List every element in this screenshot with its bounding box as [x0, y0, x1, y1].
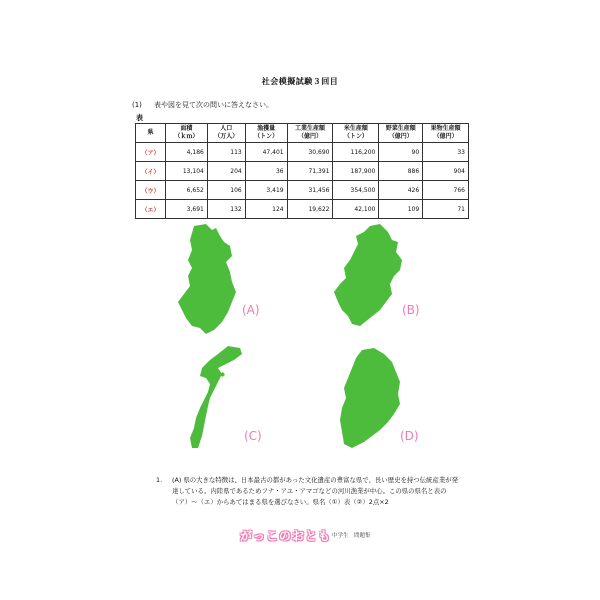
table-header: 県 — [136, 124, 166, 143]
statistics-table — [135, 123, 469, 219]
table-row — [136, 143, 469, 162]
brand-logo: がっこのおとも — [240, 529, 332, 543]
table-cell: 886 — [379, 162, 423, 181]
table-cell: 116,200 — [333, 143, 379, 162]
table-caption: 表 — [136, 114, 143, 122]
table-cell: 47,401 — [245, 143, 287, 162]
map-label-b: (B) — [402, 303, 420, 317]
table-cell: 3,419 — [245, 181, 287, 200]
table-cell: 42,100 — [333, 200, 379, 219]
prefecture-shape-b-icon — [330, 222, 408, 330]
table-cell: 354,500 — [333, 181, 379, 200]
table-header: 漁獲量 （トン） — [245, 124, 287, 143]
table-cell: 106 — [207, 181, 245, 200]
table-cell: 132 — [207, 200, 245, 219]
map-label-d: (D) — [400, 429, 419, 443]
table-cell: 109 — [379, 200, 423, 219]
table-cell: 30,690 — [287, 143, 333, 162]
table-row — [136, 181, 469, 200]
table-cell: 6,652 — [165, 181, 207, 200]
brand-subtitle: 中学生 問題集 — [332, 533, 371, 539]
table-cell: 71 — [423, 200, 469, 219]
question-1 — [156, 475, 460, 508]
prefecture-shape-d-icon — [338, 346, 406, 450]
table-header: 米生産額 （トン） — [333, 124, 379, 143]
table-cell: 33 — [423, 143, 469, 162]
table-cell-prefecture: （エ） — [136, 200, 166, 219]
table-header: 面積 （ｋｍ） — [165, 124, 207, 143]
question-heading — [132, 100, 273, 110]
table-cell-prefecture: （イ） — [136, 162, 166, 181]
table-cell-prefecture: （ア） — [136, 143, 166, 162]
page-title: 社会模擬試験３回目 — [261, 77, 339, 86]
table-cell: 124 — [245, 200, 287, 219]
table-cell: 90 — [379, 143, 423, 162]
table-cell: 113 — [207, 143, 245, 162]
table-row — [136, 200, 469, 219]
table-header: 人口 （万人） — [207, 124, 245, 143]
table-cell: 426 — [379, 181, 423, 200]
table-header: 果物生産額 （億円） — [423, 124, 469, 143]
prefecture-shape-a-icon — [172, 222, 242, 337]
map-label-a: (A) — [242, 303, 260, 317]
table-cell: 904 — [423, 162, 469, 181]
question-text: 表や図を見て次の問いに答えなさい。 — [154, 101, 273, 109]
table-cell: 4,186 — [165, 143, 207, 162]
prefecture-shape-c-icon — [188, 344, 246, 452]
table-cell: 19,622 — [287, 200, 333, 219]
table-cell: 31,456 — [287, 181, 333, 200]
question-number: (1) — [132, 101, 142, 109]
table-cell: 71,391 — [287, 162, 333, 181]
table-cell: 766 — [423, 181, 469, 200]
table-cell: 187,900 — [333, 162, 379, 181]
table-header: 野菜生産額 （億円） — [379, 124, 423, 143]
table-header-row — [136, 124, 469, 143]
table-header: 工業生産額 （億円） — [287, 124, 333, 143]
question-1-text: (A) 県の大きな特徴は、日本最古の都があった文化遺産の豊富な県で、長い歴史を持つ伝統産業が発達している。内陸県であるためフナ・アユ・アマゴなどの河川漁業が中心。この県の県名と表の（ア）～（エ）からあてはまる県を選びなさい。県名（①）表（②）2点×2 — [172, 476, 458, 506]
table-cell: 204 — [207, 162, 245, 181]
table-cell: 13,104 — [165, 162, 207, 181]
table-cell: 36 — [245, 162, 287, 181]
map-label-c: (C) — [244, 429, 262, 443]
table-cell-prefecture: （ウ） — [136, 181, 166, 200]
question-1-number: 1. — [156, 476, 163, 484]
table-row — [136, 162, 469, 181]
table-cell: 3,691 — [165, 200, 207, 219]
